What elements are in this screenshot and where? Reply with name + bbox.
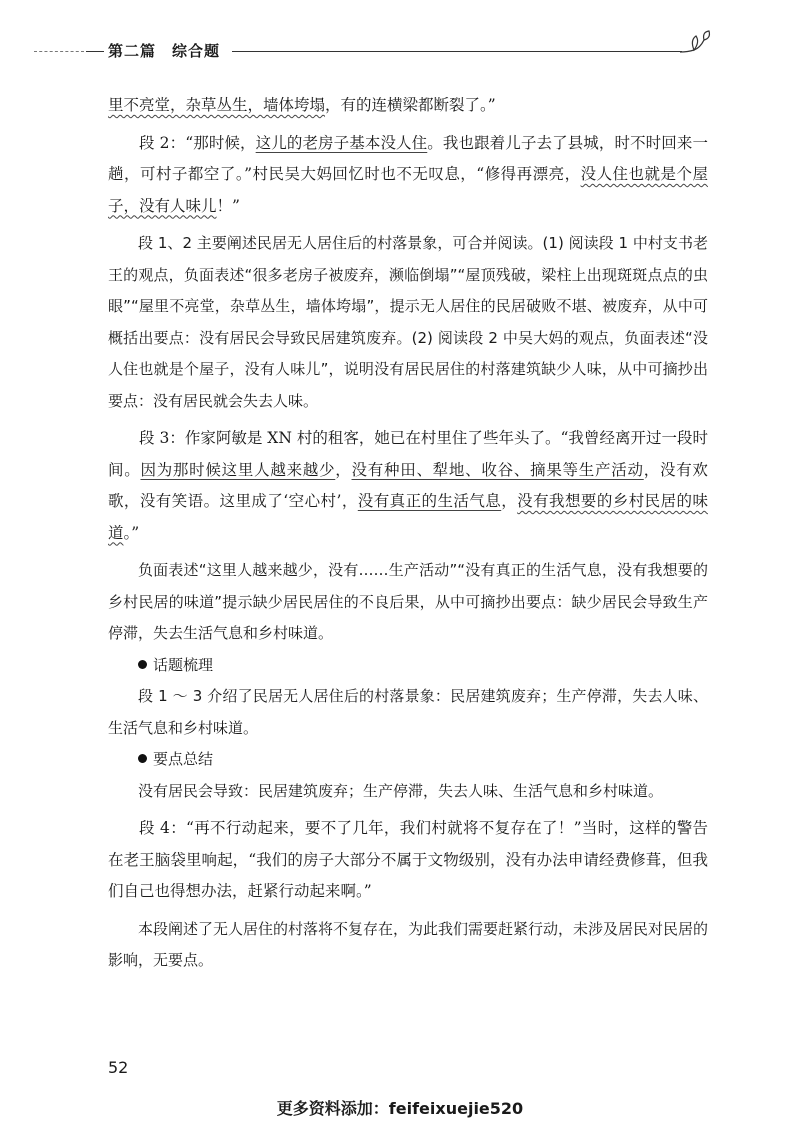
underlined-text: 没有真正的生活气息: [357, 492, 502, 510]
topic-summary: 段 1 ～ 3 介绍了民居无人居住后的村落景象：民居建筑废弃；生产停滞，失去人味、生活气息和乡村味道。: [108, 687, 708, 737]
page-body: [108, 90, 708, 977]
underlined-text: 没有种田、犁地、收谷、摘果等生产活动: [351, 460, 644, 479]
explanation-paragraph-2: 负面表述“这里人越来越少，没有……生产活动”“没有真正的生活气息，没有我想要的乡村民居的味道”提示缺少居民居住的不良后果，从中可摘抄出要点：缺少居民会导致生产停滞，失去生活气息和乡村味道。: [108, 561, 708, 642]
explanation-paragraph-1: 段 1、2 主要阐述民居无人居住后的村落景象，可合并阅读。(1) 阅读段 1 中村支书老王的观点，负面表述“很多老房子被废弃，濒临倒塌”“屋顶残破，梁柱上出现斑斑点点的虫眼”“屋里不亮堂，杂草丛生，墙体垮塌”，提示无人居住的民居破败不堪、被废弃，从中可概括出要点：没有居民会导致民居建筑废弃。(2) 阅读段 2 中吴大妈的观点，负面表述“没人住也就是个屋子，没有人味儿”，说明没有居民居住的村落建筑缺少人味，从中可摘抄出要点：没有居民就会失去人味。: [108, 234, 708, 410]
page-header: [0, 28, 800, 68]
wavy-underlined-text: 里不亮堂，杂草丛生，墙体垮塌: [108, 96, 326, 114]
paragraph-3: 段 3：作家阿敏是 XN 村的租客，她已在村里住了些年头了。“我曾经离开过一段时间。因为那时候这里人越来越少，没有种田、犁地、收谷、摘果等生产活动，没有欢歌，没有笑语。这里成了‘空心村’，没有真正的生活气息，没有我想要的乡村民居的味道。”: [108, 429, 708, 542]
footer-note: 更多资料添加：feifeixuejie520: [276, 1099, 524, 1118]
wavy-underlined-text: 没人住也就是个屋子，没有人味儿: [108, 165, 708, 215]
paragraph-continued: 里不亮堂，杂草丛生，墙体垮塌，有的连横梁都断裂了。”: [108, 96, 496, 114]
header-dashed-rule: [34, 51, 84, 52]
bullet-heading-topic: 话题梳理: [108, 650, 708, 682]
page-number: 52: [108, 1058, 129, 1077]
section-title: 第二篇 综合题: [108, 42, 221, 60]
sprout-icon: [678, 30, 712, 56]
wavy-underlined-text: 没有我想要的乡村民居的味道: [108, 492, 708, 542]
points-summary: 没有居民会导致：民居建筑废弃；生产停滞，失去人味、生活气息和乡村味道。: [138, 781, 664, 800]
explanation-paragraph-3: 本段阐述了无人居住的村落将不复存在，为此我们需要赶紧行动，未涉及居民对民居的影响，无要点。: [108, 919, 709, 969]
underlined-text: 因为那时候这里人越来越少: [140, 460, 336, 479]
paragraph-2: 段 2：“那时候，这儿的老房子基本没人住。我也跟着儿子去了县城，时不时回来一趟，可村子都空了。”村民吴大妈回忆时也不无叹息，“修得再漂亮，没人住也就是个屋子，没有人味儿！”: [108, 133, 708, 215]
bullet-icon: [138, 754, 147, 763]
header-rule-right: [232, 51, 682, 52]
header-rule-left: [86, 51, 104, 52]
paragraph-4: 段 4：“再不行动起来，要不了几年，我们村就将不复存在了！”当时，这样的警告在老王脑袋里响起，“我们的房子大部分不属于文物级别，没有办法申请经费修葺，但我们自己也得想办法，赶紧行动起来啊。”: [108, 819, 708, 900]
bullet-icon: [138, 660, 147, 669]
underlined-text: 这儿的老房子基本没人住: [255, 133, 428, 152]
bullet-heading-points: 要点总结: [108, 744, 708, 776]
